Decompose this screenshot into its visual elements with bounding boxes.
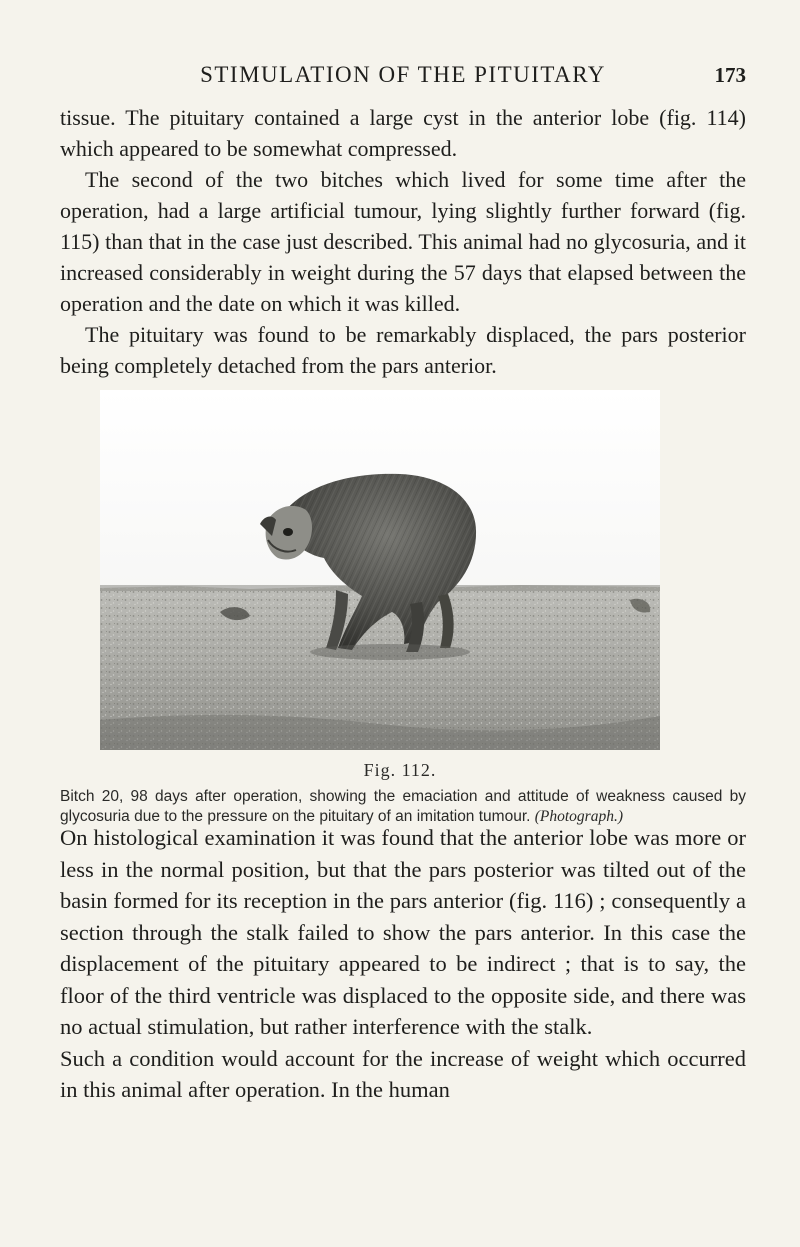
running-head — [60, 62, 746, 96]
paragraph: The pituitary was found to be remarkably displaced, the pars posterior being completely detached from the pars anterior. — [60, 322, 746, 378]
running-title: STIMULATION OF THE PITUITARY — [200, 62, 606, 87]
paragraph: The second of the two bitches which lived for some time after the operation, had a large artificial tumour, lying slightly further forward (fig. 115) than that in the case just described. This animal had no glycosuria, and it increased considerably in weight during the 57 days that elapsed between the operation and the date on which it was killed. — [60, 167, 746, 316]
caption-text: Bitch 20, 98 days after operation, showing the emaciation and attitude of weakness caused by glycosuria due to the pressure on the pituitary of an imitation tumour. — [60, 788, 746, 825]
paragraph: Such a condition would account for the increase of weight which occurred in this animal after operation. In the human — [60, 1045, 746, 1102]
caption-note: (Photograph.) — [534, 808, 624, 825]
body-text-bottom — [60, 822, 746, 1106]
paragraph: On histological examination it was found that the anterior lobe was more or less in the normal position, but that the pars posterior was tilted out of the basin formed for its reception in the pars anterior (fig. 116) ; consequently a section through the stalk failed to show the pars anterior. In this case the displacement of the pituitary appeared to be indirect ; that is to say, the floor of the third ventricle was displaced to the opposite side, and there was no actual stimulation, but rather interference with the stalk. — [60, 825, 746, 1039]
page-number: 173 — [714, 63, 746, 87]
figure-label: Fig. 112. — [363, 760, 437, 780]
dog-photograph — [100, 390, 660, 750]
photograph-figure — [100, 390, 660, 750]
body-text-top — [60, 102, 746, 381]
paragraph: tissue. The pituitary contained a large cyst in the anterior lobe (fig. 114) which appeared to be somewhat compressed. — [60, 105, 746, 161]
figure-caption — [60, 787, 746, 827]
